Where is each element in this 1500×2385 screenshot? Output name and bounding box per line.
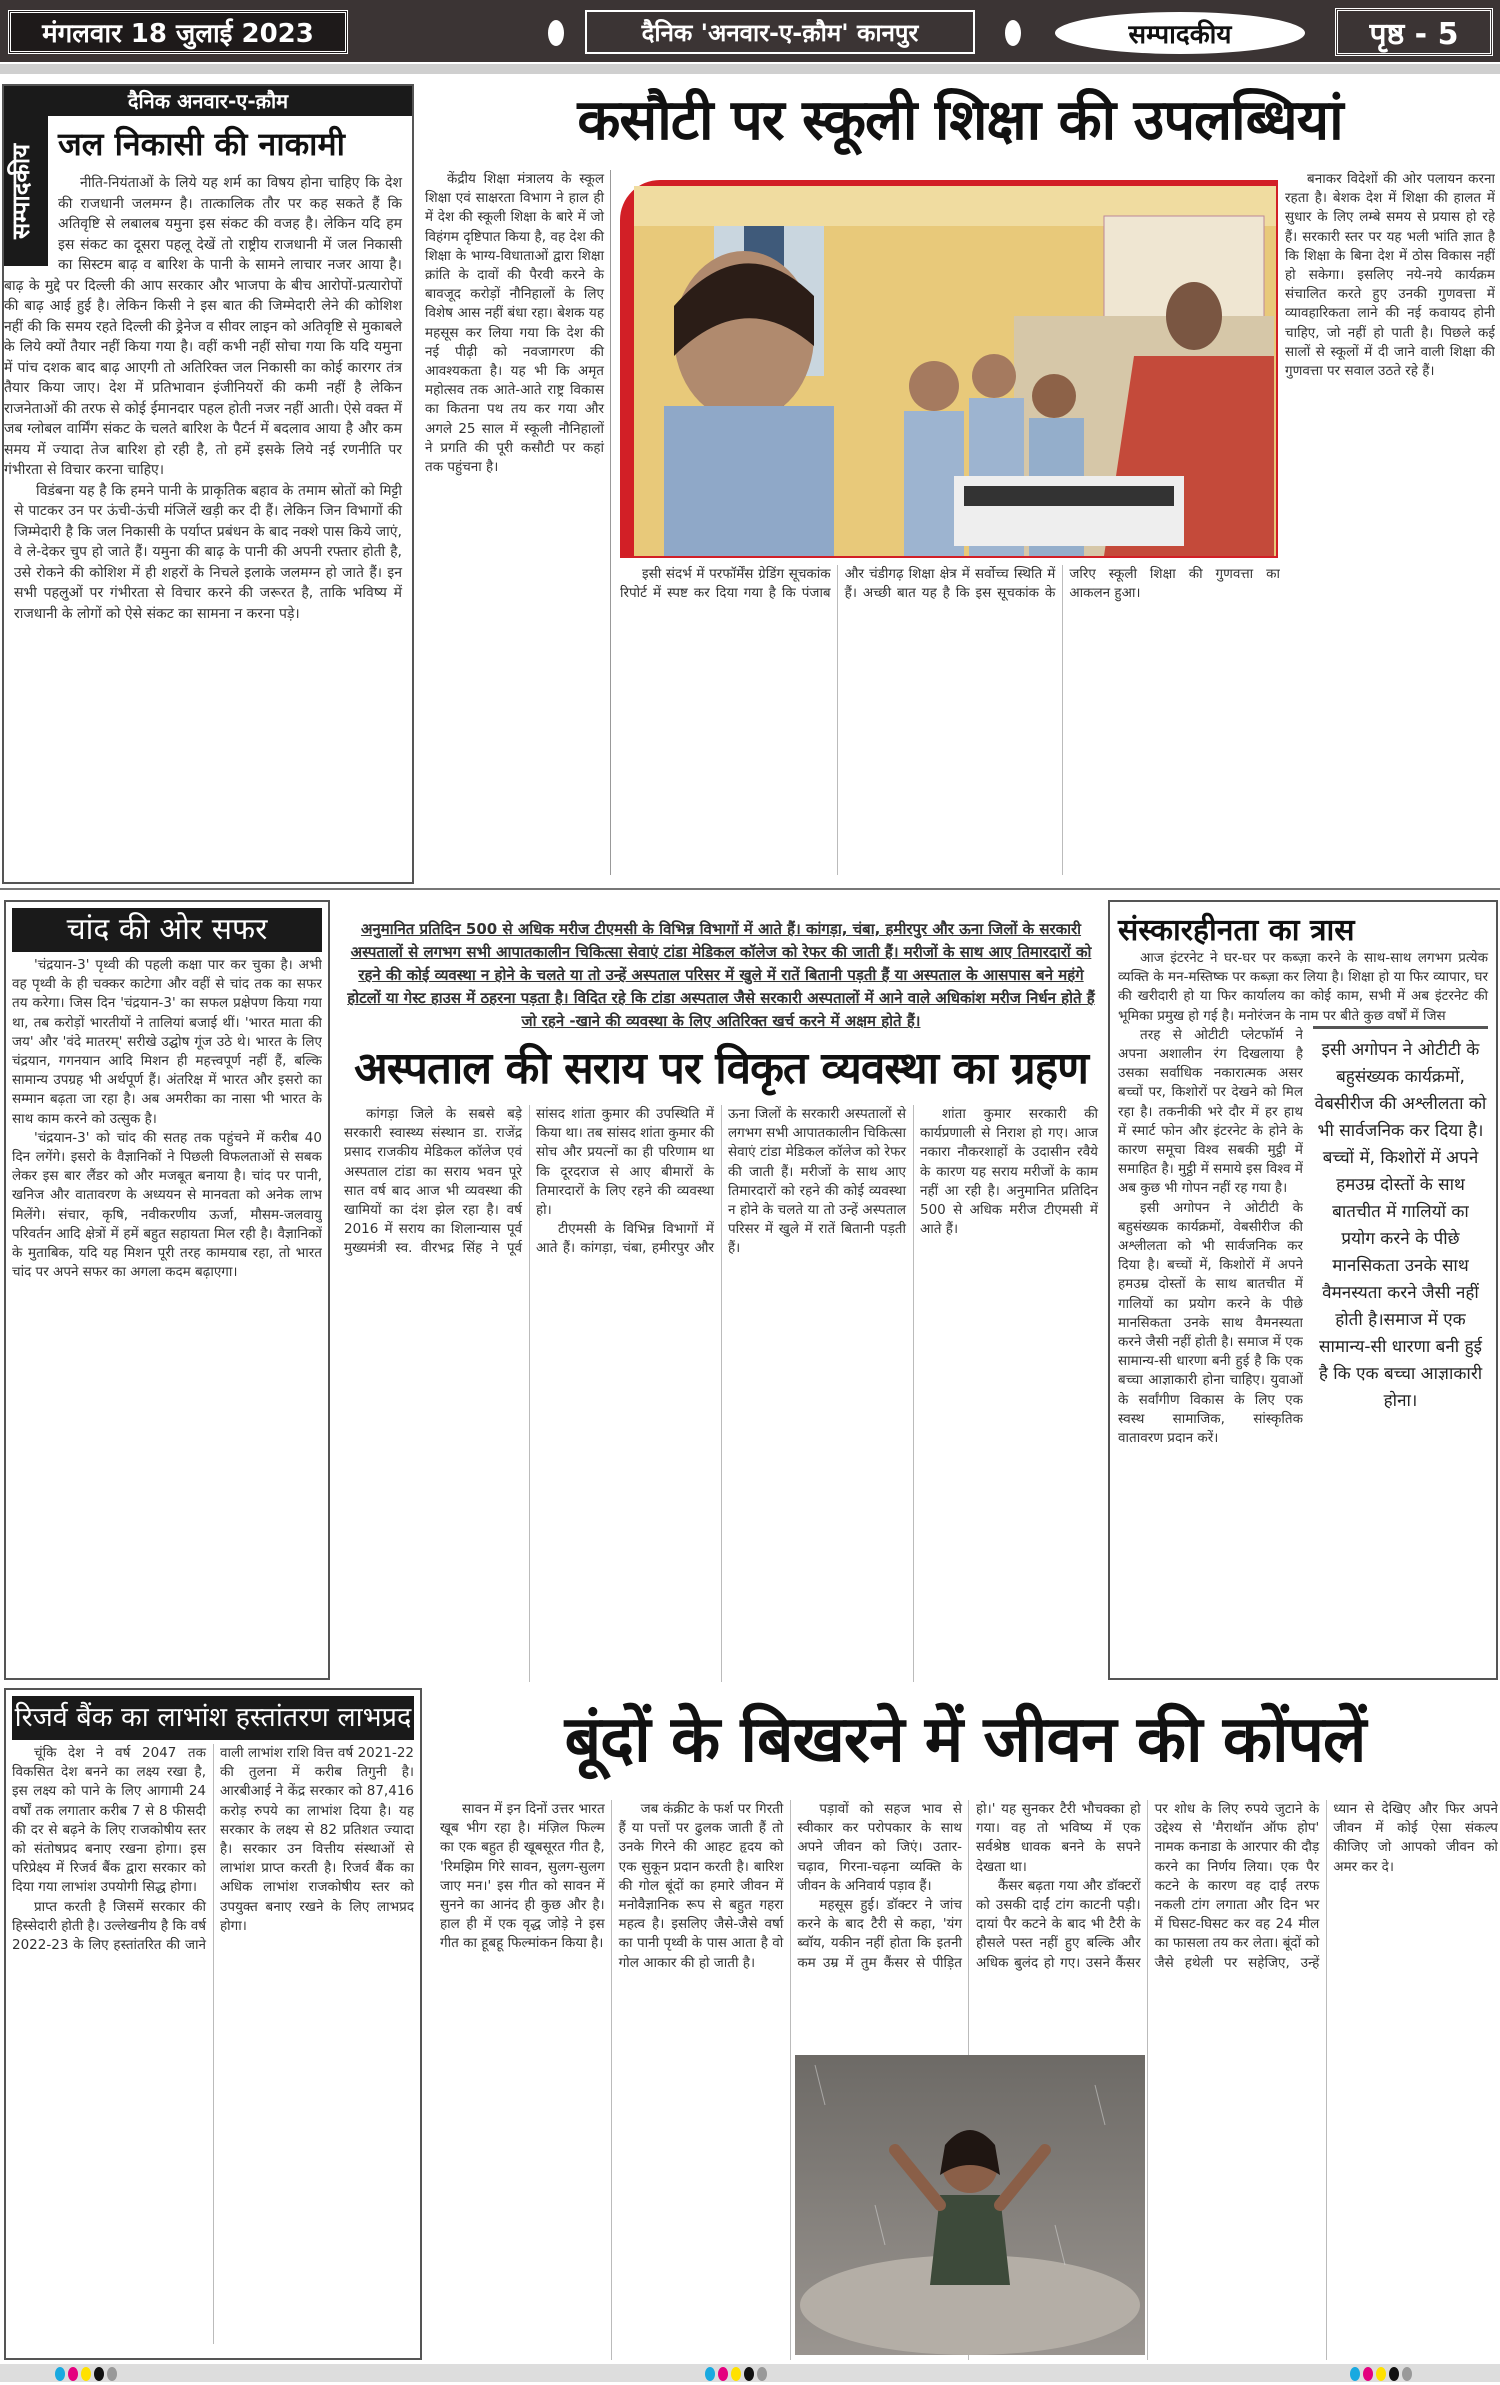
header-divider (0, 64, 1500, 74)
culture-para: इसी अगोपन ने ओटीटी के बहुसंख्यक कार्यक्रमों, वेबसीरीज की अश्लीलता को भी सार्वजनिक कर दिया है। बच्चों में, किशोरों में अपने हमउम्र दोस्तों के साथ बातचीत में गालियों का प्रयोग करने के पीछे मानसिकता उनके साथ वैमनस्यता करने जैसी नहीं होती है। समाज में एक सामान्य-सी धारणा बनी हुई है कि एक बच्चा आज्ञाकारी होना चाहिए। युवाओं के सर्वांगीण विकास के लिए एक स्वस्थ सामाजिक, सांस्कृतिक वातावरण प्रदान करें। (1118, 1199, 1303, 1447)
school-photo-frame (620, 180, 1278, 558)
registration-strip (0, 2364, 1500, 2382)
culture-lead: आज इंटरनेट ने घर-घर पर कब्ज़ा करने के साथ-साथ लगभग प्रत्येक व्यक्ति के मन-मस्तिष्क पर कब्ज़ा कर लिया है। शिक्षा हो या फिर व्यापार, घर की खरीदारी हो या फिर कार्यालय का कोई काम, सभी में अब इंटरनेट की भूमिका प्रमुख हो गई है। मनोरंजन के नाम पर बीते कुछ वर्षों में जिस (1118, 950, 1488, 1024)
girl-in-rain-photo (795, 2055, 1145, 2355)
rbi-para: प्राप्त करती है जिसमें सरकार की हिस्सेदारी होती है। उल्लेखनीय है कि वर्ष 2022-23 के लिए हस्तांतरित की जाने वाली लाभांश राशि वित्त वर्ष 2021-22 की तुलना में करीब तिगुनी है। आरबीआई ने केंद्र सरकार को 87,416 करोड़ रुपये का लाभांश दिया है। यह सरकार के लक्ष्य से 82 प्रतिशत ज्यादा है। सरकार उन वित्तीय संस्थाओं से लाभांश प्राप्त करती है। रिजर्व बैंक का अधिक लाभांश राजकोषीय स्तर को उपयुक्त बनाए रखने के लिए लाभप्रद होगा। (12, 1745, 414, 1954)
section-divider (0, 888, 1500, 890)
hospital-columns (340, 1105, 1102, 1682)
school-column-1 (425, 170, 611, 875)
registration-marks (55, 2366, 120, 2385)
rain-para: कैंसर बढ़ता गया और डॉक्टरों को उसकी दाईं टांग काटनी पड़ी। दायां पैर कटने के बाद भी टैरी के हौसले पस्त नहीं हुए बल्कि और अधिक बुलंद हो गए। उसने कैंसर पर शोध के लिए रुपये जुटाने के उद्देश्य से 'मैराथॉन ऑफ होप' नामक कनाडा के आरपार की दौड़ करने का निर्णय लिया। एक पैर कटने के कारण वह दाईं तरफ नकली टांग लगाता और दिन भर में घिसट-घिसट कर वह 24 मील का फासला तय कर लेता। बूंदों को जैसे हथेली पर सहेजिए, उन्हें ध्यान से देखिए और फिर अपने जीवन में कोई ऐसा संकल्प कीजिए जो आपको जीवन को अमर कर दे। (975, 1801, 1498, 1971)
rbi-title: रिजर्व बैंक का लाभांश हस्तांतरण लाभप्रद (12, 1696, 414, 1740)
school-para: इसी संदर्भ में परफॉर्मेंस ग्रेडिंग सूचकांक रिपोर्ट में स्पष्ट कर दिया गया है कि पंजाब और चंडीगढ़ शिक्षा क्षेत्र में सर्वोच्च स्थिति में हैं। अच्छी बात यह है कि इस सूचकांक के जरिए स्कूली शिक्षा की गुणवत्ता का आकलन हुआ। (620, 566, 1280, 602)
editorial-title: जल निकासी की नाकामी (58, 125, 345, 163)
moon-title: चांद की ओर सफर (12, 908, 322, 952)
page-number: पृष्ठ - 5 (1335, 8, 1493, 56)
moon-para: 'चंद्रयान-3' पृथ्वी की पहली कक्षा पार कर चुका है। अभी वह पृथ्वी के ही चक्कर काटेगा और वहीं से चांद तक का सफर तय करेगा। जिस दिन 'चंद्रयान-3' का सफल प्रक्षेपण किया गया था, तब करोड़ों भारतीयों ने तालियां बजाई थीं। 'भारत माता की जय' और 'वंदे मातरम्' सरीखे उद्घोष गूंज उठे थे। भारत के लिए चंद्रयान, गगनयान आदि मिशन ही महत्त्वपूर्ण नहीं हैं, बल्कि सामान्य उपग्रह भी अर्थपूर्ण हैं। अंतरिक्ष में भारत और इसरो का सम्मान बढ़ता जा रहा है। अब अमरीका का नासा भी भारत के साथ काम करने को उत्सुक है। (12, 957, 322, 1127)
culture-box (1108, 900, 1498, 1680)
school-headline: कसौटी पर स्कूली शिक्षा की उपलब्धियां (577, 88, 1343, 153)
culture-para: तरह से ओटीटी प्लेटफॉर्म ने अपना अशालीन रंग दिखलाया है उसका सर्वाधिक नकारात्मक असर बच्चों पर, किशोरों पर देखने को मिल रहा है। तकनीकी भरे दौर में हर हाथ में स्मार्ट फोन और इंटरनेट के होने के कारण समूचा विश्व सबकी मुट्ठी में समाहित है। मुट्ठी में समाये इस विश्व में अब कुछ भी गोपन नहीं रह गया है। (1118, 1026, 1303, 1197)
registration-marks (1350, 2366, 1415, 2385)
hospital-para: टीएमसी के विभिन्न विभागों में आते हैं। कांगड़ा, चंबा, हमीरपुर और ऊना जिलों के सरकारी अस्पतालों से लगभग सभी आपातकालीन चिकित्सा सेवाएं टांडा मेडिकल कॉलेज को रेफर की जाती हैं। मरीजों के साथ आए तिमारदारों को रहने की कोई व्यवस्था न होने के चलते या तो उन्हें अस्पताल परिसर में खुले में रातें बितानी पड़ती हैं। (536, 1106, 906, 1257)
moon-box (4, 900, 330, 1680)
hospital-article (340, 918, 1102, 1682)
editorial-para: विडंबना यह है कि हमने पानी के प्राकृतिक बहाव के तमाम स्रोतों को मिट्टी से पाटकर उन पर ऊंची-ऊंची मंजिलें खड़ी कर दी हैं। लेकिन जिन विभागों की जिम्मेदारी है कि जल निकासी के पर्याप्त प्रबंधन के बाद नक्शे पास किये जाएं, वे ले-देकर चुप हो जाते हैं। यमुना की बाढ़ के पानी की अपनी रफ्तार होती है, उसे रोकने की कोशिश में ही शहरों के निचले इलाके जलमग्न हो जाते हैं। इन सभी पहलुओं पर गंभीरता से विचार करने की जरूरत है, ताकि भविष्य में राजधानी के लोगों को ऐसे संकट का सामना न करना पड़े। (14, 482, 402, 622)
hospital-para: कांगड़ा जिले के सबसे बड़े सरकारी स्वास्थ्य संस्थान डा. राजेंद्र प्रसाद राजकीय मेडिकल कॉलेज एवं अस्पताल टांडा का सराय भवन पूरे सात वर्ष बाद आज भी व्यवस्था की खामियों का दंश झेल रहा है। वर्ष 2016 में सराय का शिलान्यास पूर्व मुख्यमंत्री स्व. वीरभद्र सिंह ने पूर्व सांसद शांता कुमार की उपस्थिति में किया था। तब सांसद शांता कुमार की सोच और प्रयत्नों का ही परिणाम था कि दूरदराज से आए बीमारों के तिमारदारों के लिए रहने की व्यवस्था हो। (344, 1106, 714, 1257)
rbi-box (4, 1688, 422, 2360)
school-lower-columns (620, 565, 1280, 875)
school-column-right (1285, 170, 1495, 875)
paper-name: दैनिक 'अनवार-ए-क़ौम' कानपुर (585, 10, 975, 54)
rain-para: जब कंक्रीट के फर्श पर गिरती हैं या पत्तों पर ढुलक जाती हैं तो उनके गिरने की आहट हृदय को एक सुकून प्रदान करती है। बारिश की गोल बूंदों का हमारे जीवन में मनोवैज्ञानिक रूप से बहुत गहरा महत्व है। इसलिए जैसे-जैसे वर्षा का पानी पृथ्वी के पास आता है वो गोल आकार की हो जाती है। (618, 1801, 784, 1971)
school-para: केंद्रीय शिक्षा मंत्रालय के स्कूल शिक्षा एवं साक्षरता विभाग ने हाल ही में देश की स्कूली शिक्षा के बारे में जो विहंगम दृष्टिपात किया है, वह देश की शिक्षा के भाग्य-विधाताओं द्वारा शिक्षा क्रांति के दावों की पैरवी करने के बावजूद करोड़ों नौनिहालों के लिए विशेष आस नहीं बंधा रहा। बेशक यह महसूस कर लिया गया कि देश की नई पीढ़ी को नवजागरण की आवश्यकता है। यह भी कि अमृत महोत्सव तक आते-आते राष्ट्र विकास का कितना पथ तय कर गया और अगले 25 साल में स्कूली नौनिहालों ने प्रगति की पूरी कसौटी पर कहां तक पहुंचना है। (425, 171, 604, 476)
editorial-side-tab: सम्पादकीय (4, 116, 48, 266)
hospital-para: शांता कुमार सरकारी की कार्यप्रणाली से निराश हो गए। आज नकारा नौकरशाहों के उदासीन रवैये के कारण यह सराय मरीजों के काम नहीं आ रही है। अनुमानित प्रतिदिन 500 से अधिक मरीज टीएमसी में आते हैं। (920, 1106, 1098, 1238)
registration-marks (705, 2366, 770, 2385)
editorial-box (2, 84, 414, 884)
rain-para: महसूस हुई। डॉक्टर ने जांच करने के बाद टैरी से कहा, 'यंग ब्वॉय, यकीन नहीं होता कि इतनी कम उम्र में तुम कैंसर से पीड़ित हो।' यह सुनकर टैरी भौचक्का हो गया। वह तो भविष्य में एक सर्वश्रेष्ठ धावक बनने के सपने देखता था। (797, 1801, 1141, 1971)
hospital-summary: अनुमानित प्रतिदिन 500 से अधिक मरीज टीएमसी के विभिन्न विभागों में आते हैं। कांगड़ा, चंबा, हमीरपुर और ऊना जिलों के सरकारी अस्पतालों से लगभग सभी आपातकालीन चिकित्सा सेवाएं टांडा मेडिकल कॉलेज को रेफर की जाती हैं। मरीजों के साथ आए तिमारदारों को रहने की कोई व्यवस्था न होने के चलते या तो उन्हें अस्पताल परिसर में खुले में रातें बितानी पड़ती हैं या अस्पताल के आसपास बने महंगे होटलों या गेस्ट हाउस में ठहरना पड़ता है। विदित रहे कि टांडा अस्पताल जैसे सरकारी अस्पतालों में आने वाले अधिकांश मरीज निर्धन होते हैं जो रहने -खाने की व्यवस्था के लिए अतिरिक्त खर्च करने में अक्षम होते हैं। (347, 920, 1095, 1030)
hospital-headline: अस्पताल की सराय पर विकृत व्यवस्था का ग्रहण (354, 1043, 1088, 1094)
moon-para: 'चंद्रयान-3' को चांद की सतह तक पहुंचने में करीब 40 दिन लगेंगे। इसरो के वैज्ञानिकों ने पिछली विफलताओं से सबक लेकर इस बार लैंडर को और मजबूत बनाया है। चांद पर पानी, खनिज और वातावरण के अध्ययन से मानवता को अनेक लाभ मिलेंगे। संचार, कृषि, नवीकरणीय ऊर्जा, मौसम-जलवायु परिवर्तन आदि क्षेत्रों में हमें बहुत सहायता मिल रही है। वैज्ञानिकों के मुताबिक, यदि यह मिशन पूरी तरह कामयाब रहा, तो भारत चांद पर अपने सफर का अगला कदम बढ़ाएगा। (12, 1129, 322, 1281)
school-para: बनाकर विदेशों की ओर पलायन करना रहता है। बेशक देश में शिक्षा की हालत में सुधार के लिए लम्बे समय से प्रयास हो रहे हैं। सरकारी स्तर पर यह भली भांति ज्ञात है कि शिक्षा के बिना देश में ठोस विकास नहीं हो सकेगा। इसलिए नये-नये कार्यक्रम संचालित करते हुए उनकी गुणवत्ता में व्यावहारिकता लाने की नई कवायद होनी चाहिए, जो नहीं हो पाती है। पिछले कई सालों से स्कूलों में दी जाने वाली शिक्षा की गुणवत्ता पर सवाल उठते रहे हैं। (1285, 171, 1495, 380)
culture-pullquote: इसी अगोपन ने ओटीटी के बहुसंख्यक कार्यक्रमों, वेबसीरीज की अश्लीलता को भी सार्वजनिक कर दिया है। बच्चों में, किशोरों में अपने हमउम्र दोस्तों के साथ बातचीत में गालियों का प्रयोग करने के पीछे मानसिकता उनके साथ वैमनस्यता करने जैसी नहीं होती है।समाज में एक सामान्य-सी धारणा बनी हुई है कि एक बच्चा आज्ञाकारी होना। (1313, 1026, 1488, 1646)
rbi-para: चूंकि देश ने वर्ष 2047 तक विकसित देश बनने का लक्ष्य रखा है, इस लक्ष्य को पाने के लिए आगामी 24 वर्षों तक लगातार करीब 7 से 8 फीसदी की दर से बढ़ने के लिए राजकोषीय स्तर को संतोषप्रद बनाए रखना होगा। इस परिप्रेक्ष्य में रिजर्व बैंक द्वारा सरकार को दिया गया लाभांश उपयोगी सिद्ध होगा। (12, 1745, 206, 1896)
ornament-dot (548, 20, 564, 46)
issue-date: मंगलवार 18 जुलाई 2023 (8, 10, 348, 54)
rain-headline: बूंदों के बिखरने में जीवन की कोंपलें (564, 1703, 1366, 1777)
editorial-masthead: दैनिक अनवार-ए-क़ौम (4, 86, 412, 116)
rain-para: सावन में इन दिनों उत्तर भारत खूब भीग रहा है। मंज़िल फिल्म का एक बहुत ही खूबसूरत गीत है, 'रिमझिम गिरे सावन, सुलग-सुलग जाए मन।' इस गीत को सावन में सुनने का आनंद ही कुछ और है। हाल ही में एक वृद्ध जोड़े ने इस गीत का हूबहू फिल्मांकन किया है। (440, 1801, 605, 1952)
rain-para: पड़ावों को सहज भाव से स्वीकार कर परोपकार के साथ अपने जीवन को जिएं। उतार-चढ़ाव, गिरना-चढ़ना व्यक्ति के जीवन के अनिवार्य पड़ाव हैं। (797, 1801, 962, 1894)
masthead-bar (0, 0, 1500, 62)
culture-title: संस्कारहीनता का त्रास (1118, 913, 1355, 948)
section-name: सम्पादकीय (1055, 12, 1305, 54)
ornament-dot (1005, 20, 1021, 46)
classroom-photo (634, 186, 1276, 556)
editorial-para: नीति-नियंताओं के लिये यह शर्म का विषय होना चाहिए कि देश की राजधानी जलमग्न है। तात्कालिक तौर पर कह सकते हैं कि अतिवृष्टि से लबालब यमुना इस संकट की वजह है। लेकिन यदि हम इस संकट का दूसरा पहलू देखें तो राष्ट्रीय राजधानी में जल निकासी का सिस्टम बाढ़ व बारिश के पानी के सामने लाचार नजर आया है। बाढ़ के मुद्दे पर दिल्ली की आप सरकार और भाजपा के बीच आरोपों-प्रत्यारोपों की बाढ़ आई हुई है। लेकिन किसी ने इस बात की जिम्मेदारी लेने की कोशिश नहीं की कि समय रहते दिल्ली की ड्रेनेज व सीवर लाइन को अतिवृष्टि से मुकाबले के लिये क्यों तैयार नहीं किया गया है। वहीं कभी नहीं सोचा गया कि यदि यमुना में पांच दशक बाद बाढ़ आएगी तो अतिरिक्त जल निकासी का कोई कारगर तंत्र तैयार किया जाए। देश में प्रतिभावान इंजीनियरों की कमी नहीं है लेकिन राजनेताओं की तरफ से कोई ईमानदार पहल होती नजर नहीं आती। ऐसे वक्त में जब ग्लोबल वार्मिंग संकट के चलते बारिश के पैटर्न में बदलाव आया है और कम समय में ज्यादा तेज बारिश हो रही है, तो हमें इसके लिये नई रणनीति पर गंभीरता से विचार करना चाहिए। (4, 175, 402, 478)
